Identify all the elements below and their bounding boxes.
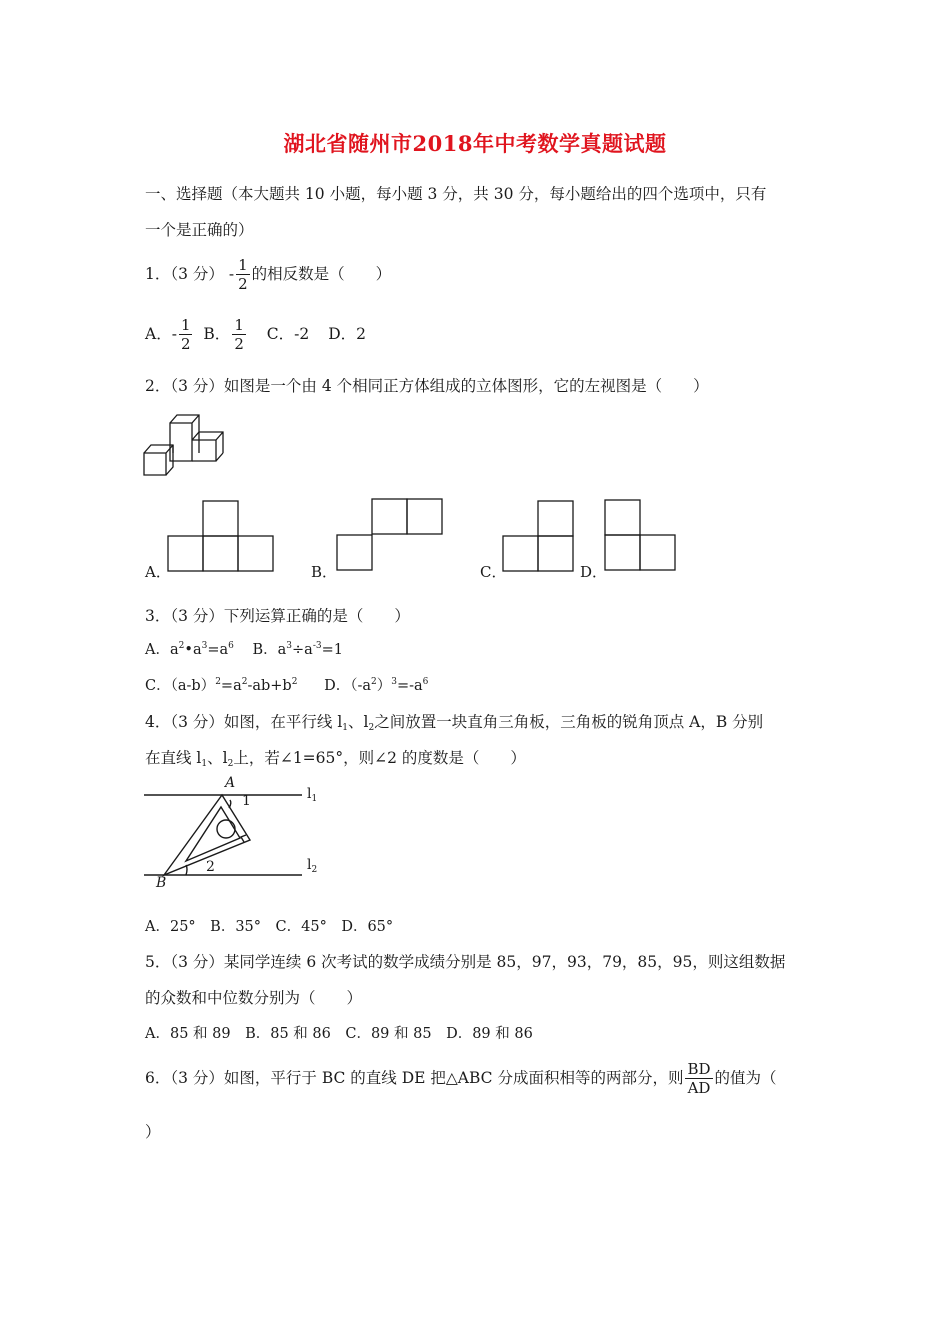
q1-frac-num: 1: [238, 256, 248, 274]
section-header-cont: 一个是正确的）: [145, 221, 254, 239]
q4-label-b: B: [156, 875, 167, 891]
question-3: 3．（3 分）下列运算正确的是（ ）: [145, 607, 410, 625]
q4-figure: [144, 776, 324, 894]
question-6: [145, 1062, 777, 1096]
q1-option-d: D．2: [328, 325, 366, 343]
q4-label-l1: $l_1$: [307, 786, 318, 804]
question-5-cont: 的众数和中位数分别为（ ）: [145, 989, 363, 1007]
q1-option-b: B． $\frac{1}{2}$: [203, 316, 244, 353]
q2-option-b-figure: [336, 498, 444, 572]
q2-label-c: C．: [480, 563, 507, 581]
q2-label-d: D．: [580, 563, 608, 581]
section-header: 一、选择题（本大题共 10 小题，每小题 3 分，共 30 分，每小题给出的四个选项中，只有: [145, 185, 767, 203]
q3-options-cd: [145, 674, 428, 695]
q3-option-c: C．$(a-b)^2=a^2-ab+b^2$: [145, 677, 298, 694]
q3-option-a: A．$a^2•a^3=a^6$: [145, 641, 234, 658]
page-title: 湖北省随州市2018年中考数学真题试题: [283, 131, 667, 156]
q1-fraction: [236, 258, 250, 292]
q6-suffix: 的值为（: [714, 1069, 777, 1087]
q4-label-l2: $l_2$: [307, 857, 318, 875]
q4-label-a: A: [225, 775, 236, 791]
q1-option-c: C．-2: [266, 325, 310, 343]
question-1: [145, 258, 391, 292]
q1-frac-den: 2: [238, 275, 248, 293]
q1-option-a: A．- $\frac{1}{2}$: [145, 316, 191, 353]
q2-label-a: A．: [145, 563, 171, 581]
question-4-cont: 在直线 $l_1$、$l_2$上，若∠1=65°，则∠2 的度数是（ ）: [145, 749, 526, 769]
q1-options: [145, 318, 370, 352]
q3-options-ab: [145, 638, 343, 659]
q5-options: A．85 和 89 B．85 和 86 C．89 和 85 D．89 和 86: [145, 1026, 533, 1042]
q4-label-angle2: 2: [206, 859, 215, 875]
q1-suffix: 的相反数是（ ）: [251, 265, 392, 283]
q2-option-a-figure: [168, 500, 276, 572]
question-5: 5．（3 分）某同学连续 6 次考试的数学成绩分别是 85，97，93，79，85，95，则这组数据: [145, 953, 786, 971]
q6-prefix: 6．（3 分）如图，平行于 BC 的直线 DE 把△ABC 分成面积相等的两部分，则: [145, 1069, 684, 1087]
question-2: 2．（3 分）如图是一个由 4 个相同正方体组成的立体图形，它的左视图是（ ）: [145, 377, 709, 395]
q2-option-c-figure: [502, 500, 578, 572]
q2-label-b: B．: [311, 563, 338, 581]
question-4: 4．（3 分）如图，在平行线 $l_1$、$l_2$之间放置一块直角三角板，三角板的锐角顶点 A，B 分别: [145, 713, 764, 733]
q2-option-d-figure: [604, 499, 680, 572]
q6-fraction: $\frac{BD}{AD}$: [687, 1060, 711, 1097]
cube-figure: [144, 406, 228, 478]
q4-options: A．25° B．35° C．45° D．65°: [145, 919, 394, 935]
q3-option-d: D．$(-a^2)^3=-a^6$: [324, 677, 429, 694]
q4-label-angle1: 1: [242, 793, 251, 809]
q3-option-b: B．$a^3\div a^{-3}=1$: [252, 641, 343, 658]
question-6-cont: ）: [145, 1123, 161, 1141]
q1-prefix: 1．（3 分） -: [145, 265, 235, 283]
